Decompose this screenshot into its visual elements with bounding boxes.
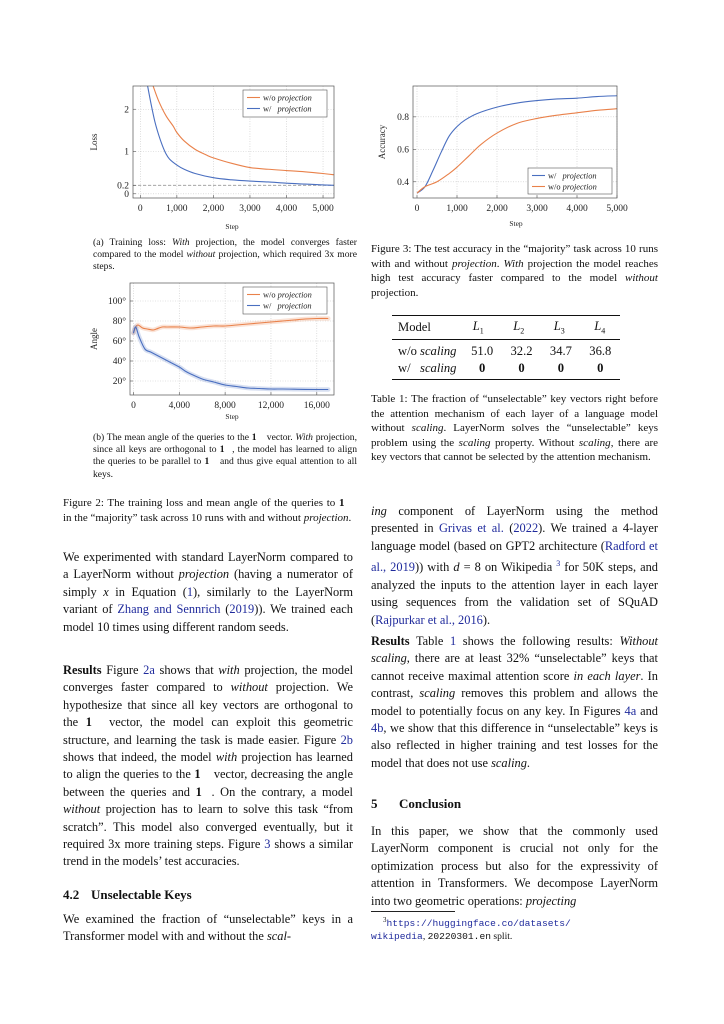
model-prefix: w/ bbox=[398, 361, 414, 375]
header-l: L bbox=[513, 319, 521, 334]
citation-year-link[interactable]: 2019 bbox=[229, 602, 255, 617]
row-model bbox=[392, 343, 462, 360]
table-cell: 32.2 bbox=[510, 344, 533, 358]
y-tick-label: 0 bbox=[124, 189, 129, 200]
figure-3-caption bbox=[371, 242, 658, 300]
caption-text: projection, which required 3x more steps. bbox=[93, 249, 357, 273]
body-text: . In contrast, bbox=[371, 668, 658, 701]
legend-label-emph: projection bbox=[562, 182, 597, 192]
legend bbox=[243, 287, 327, 314]
table-1-body bbox=[392, 343, 620, 377]
body-text: for 50K steps, and analyzed the inputs to the attention layer in each layer using sequences from the validation set of SQuAD ( bbox=[371, 560, 658, 627]
body-text: . On the contrary, a model bbox=[211, 784, 353, 799]
x-tick-label: 4,000 bbox=[275, 204, 298, 214]
legend-label-prefix: w/ bbox=[548, 171, 559, 181]
x-tick-label: 4,000 bbox=[168, 401, 190, 411]
legend-label-emph: projection bbox=[277, 301, 312, 311]
legend-label bbox=[548, 172, 597, 181]
body-emph: Without scaling bbox=[371, 634, 658, 666]
footnote-ref-link[interactable]: 3 bbox=[556, 559, 561, 569]
caption-text: (b) The mean angle of the queries to the bbox=[93, 432, 252, 443]
legend-label-prefix: w/o bbox=[548, 182, 563, 192]
body-text: projection has to learn to solve this task “from scratch”. This model also converged eventually, but it required 3x more training steps. Figure bbox=[63, 802, 353, 852]
row-model bbox=[392, 360, 462, 377]
body-text: removes this problem and allows the model to potentially focus on any key. In Figures bbox=[371, 686, 658, 718]
body-text: projection has learned to align the queries to the bbox=[63, 750, 353, 782]
caption-emph: projection bbox=[303, 511, 349, 524]
footnote-code: 20220301.en bbox=[427, 930, 491, 942]
header-sub: 1 bbox=[479, 326, 484, 336]
one-vector-symbol: 1⃗ bbox=[194, 767, 211, 782]
x-tick-label: 2,000 bbox=[486, 204, 508, 214]
table-cell-value: 0 bbox=[557, 361, 565, 375]
body-text: We experimented with standard LayerNorm compared to a LayerNorm without bbox=[63, 550, 353, 582]
header-layer-1 bbox=[458, 319, 499, 336]
legend bbox=[528, 168, 612, 194]
x-axis-label: Step bbox=[225, 412, 239, 421]
table-cell: 36.8 bbox=[589, 344, 612, 358]
caption-text: Figure 2: The training loss and mean angle of the queries to bbox=[63, 497, 339, 509]
body-text: ). We trained a 4-layer language model (based on GPT2 architecture ( bbox=[371, 521, 658, 553]
figure-ref-link-2a[interactable]: 2a bbox=[143, 663, 155, 677]
legend-label-prefix: w/ bbox=[263, 104, 274, 114]
body-emph: without bbox=[63, 802, 101, 817]
citation-link-zhang-sennrich[interactable]: Zhang and Sennrich bbox=[117, 602, 221, 617]
body-text: )) with bbox=[414, 560, 454, 575]
body-text: Table bbox=[409, 634, 450, 648]
footnote-url-link[interactable]: wikipedia bbox=[371, 930, 423, 942]
body-emph: scaling bbox=[419, 686, 456, 701]
series-group bbox=[133, 318, 328, 389]
caption-emph: With bbox=[172, 237, 190, 248]
header-l: L bbox=[472, 319, 480, 334]
body-text: component of LayerNorm using the method presented in bbox=[371, 504, 658, 536]
table-cell: 51.0 bbox=[471, 344, 494, 358]
table-cell bbox=[581, 360, 620, 377]
header-sub: 2 bbox=[520, 326, 525, 336]
caption-emph: projection bbox=[451, 257, 497, 270]
caption-text: in the “majority” task across 10 runs with and without bbox=[63, 511, 304, 524]
series-line-w_projection bbox=[133, 327, 328, 390]
body-text: ), similarly to the LayerNorm variant of bbox=[63, 584, 353, 617]
citation-link-radford[interactable]: Radford et al., 2019 bbox=[371, 538, 658, 575]
one-vector-symbol: 1⃗ bbox=[219, 444, 233, 456]
table-row bbox=[392, 343, 620, 360]
y-tick-label: 100° bbox=[107, 297, 126, 308]
figure-ref-link-4b[interactable]: 4b bbox=[371, 721, 384, 736]
one-vector-symbol: 1⃗ bbox=[195, 784, 212, 799]
left-paragraph-results bbox=[63, 662, 353, 871]
citation-link-rajpurkar[interactable]: Rajpurkar et al., 2016 bbox=[375, 612, 483, 627]
body-emph: with bbox=[215, 750, 238, 765]
model-scaling: scaling bbox=[420, 361, 457, 375]
table-1-header bbox=[392, 319, 620, 336]
results-label: Results bbox=[371, 634, 410, 648]
table-cell bbox=[462, 360, 501, 377]
table-1-caption bbox=[371, 392, 658, 465]
caption-text: vector. bbox=[264, 432, 296, 443]
citation-year-link[interactable]: 2022 bbox=[513, 521, 539, 536]
body-text: , we show that this difference in “unselectable” keys is also reflected in higher training and test losses for the model that does not use bbox=[371, 721, 658, 770]
legend-label-emph: projection bbox=[277, 290, 312, 300]
left-paragraph-setup bbox=[63, 549, 353, 636]
x-axis-label: Step bbox=[225, 222, 239, 231]
legend-label bbox=[548, 183, 597, 192]
legend-label-prefix: w/ bbox=[263, 301, 274, 311]
caption-text: projection, the model converges faster compared to the model bbox=[93, 237, 357, 261]
one-vector-symbol: 1⃗ bbox=[85, 715, 102, 730]
x-tick-label: 1,000 bbox=[446, 204, 468, 214]
table-1 bbox=[392, 315, 620, 380]
x-tick-label: 8,000 bbox=[214, 401, 236, 411]
section-number: 4.2 bbox=[63, 887, 80, 902]
right-paragraph-results bbox=[371, 633, 658, 772]
body-text: and bbox=[636, 703, 658, 718]
figure-ref-link-2b[interactable]: 2b bbox=[340, 732, 353, 747]
table-cell-value: 0 bbox=[478, 361, 486, 375]
body-text: vector, the model can exploit this geometric structure, and learning the task is made easier. Figure bbox=[63, 715, 353, 747]
y-tick-label: 20° bbox=[112, 377, 126, 388]
caption-text: projection, since all keys are orthogonal to bbox=[93, 432, 357, 456]
caption-emph: With bbox=[503, 257, 524, 270]
left-paragraph-unselectable bbox=[63, 911, 353, 946]
citation-link-grivas[interactable]: Grivas et al. bbox=[438, 521, 504, 536]
body-emph: scaling bbox=[491, 755, 527, 770]
caption-emph: scaling bbox=[458, 436, 491, 449]
y-tick-label: 0.8 bbox=[397, 113, 409, 124]
x-tick-label: 3,000 bbox=[526, 204, 548, 214]
body-emph: scal- bbox=[266, 929, 292, 944]
caption-text: , the model has learned to align the queries to be parallel to bbox=[93, 444, 357, 468]
caption-text: projection the model reaches high test accuracy faster compared to the model bbox=[371, 257, 658, 285]
legend-label-prefix: w/o bbox=[263, 290, 278, 300]
body-emph: projecting bbox=[525, 893, 577, 908]
body-text: projection. We hypothesize that since all key vectors are orthogonal to the bbox=[63, 680, 353, 730]
body-text: (having a numerator of simply bbox=[63, 567, 354, 599]
x-axis-label: Step bbox=[509, 219, 523, 228]
x-tick-label: 0 bbox=[131, 401, 136, 411]
table-cell-value: 0 bbox=[518, 361, 525, 375]
body-text: Figure bbox=[101, 663, 144, 677]
table-cell bbox=[541, 360, 580, 377]
y-axis-label: Accuracy bbox=[377, 124, 387, 160]
table-cell bbox=[502, 360, 541, 377]
footnote-text: split. bbox=[490, 930, 513, 942]
section-title: Conclusion bbox=[399, 796, 462, 811]
header-layer-2 bbox=[499, 319, 540, 336]
caption-text: . LayerNorm solves the “unselectable” keys problem using the bbox=[371, 422, 658, 449]
body-text: )). We trained each model 10 times using different random seeds. bbox=[63, 602, 353, 634]
body-text: projection, the model converges faster compared to bbox=[63, 663, 354, 695]
figure-ref-link-4a[interactable]: 4a bbox=[624, 703, 637, 718]
figure-ref-link-3[interactable]: 3 bbox=[264, 837, 271, 852]
footnote-rule bbox=[371, 911, 455, 912]
y-tick-label: 40° bbox=[112, 357, 126, 368]
section-number: 5 bbox=[371, 796, 378, 811]
header-l: L bbox=[594, 319, 602, 334]
model-scaling: scaling bbox=[420, 344, 457, 358]
footnote-3 bbox=[371, 914, 658, 943]
y-tick-label: 60° bbox=[112, 337, 126, 348]
footnote-mark: 3 bbox=[383, 916, 387, 924]
math-x: x bbox=[103, 584, 109, 599]
caption-emph: scaling bbox=[578, 436, 611, 449]
caption-emph: scaling bbox=[411, 422, 444, 435]
figure-2b-caption bbox=[93, 432, 357, 481]
legend-label bbox=[263, 291, 312, 300]
caption-text: property. Without bbox=[490, 436, 579, 449]
section-4-2-heading bbox=[63, 886, 353, 903]
table-cell: 34.7 bbox=[549, 344, 572, 358]
y-axis-label: Loss bbox=[89, 133, 99, 151]
legend-label bbox=[263, 302, 312, 311]
right-paragraph-method bbox=[371, 503, 658, 629]
math-d: d bbox=[453, 560, 460, 575]
body-text: shows the following results: bbox=[456, 634, 620, 648]
x-tick-label: 3,000 bbox=[239, 204, 261, 214]
caption-text: and thus give equal attention to all keys. bbox=[93, 456, 358, 480]
one-vector-symbol: 1⃗ bbox=[251, 432, 265, 443]
footnote-text: , bbox=[422, 930, 428, 942]
y-tick-label: 0.6 bbox=[397, 145, 409, 156]
caption-text: . bbox=[496, 257, 504, 270]
x-tick-label: 12,000 bbox=[257, 401, 285, 411]
body-text: . bbox=[526, 755, 531, 770]
one-vector-symbol: 1⃗ bbox=[204, 456, 217, 468]
figure-2-caption bbox=[63, 496, 353, 525]
header-sub: 3 bbox=[560, 326, 565, 336]
caption-emph: without bbox=[624, 272, 658, 285]
table-cell-value: 0 bbox=[597, 361, 604, 375]
x-tick-label: 5,000 bbox=[312, 204, 334, 214]
figure-3-accuracy-chart bbox=[0, 0, 724, 240]
body-emph: in each layer bbox=[573, 668, 641, 683]
y-tick-label: 0.4 bbox=[397, 177, 409, 188]
y-tick-label: 2 bbox=[124, 105, 129, 116]
header-model: Model bbox=[398, 320, 431, 334]
body-text: shows that bbox=[154, 663, 219, 677]
legend-label-emph: projection bbox=[277, 93, 312, 103]
body-text: in Equation ( bbox=[108, 584, 187, 599]
caption-text: (a) Training loss: bbox=[93, 237, 172, 248]
body-text: ( bbox=[503, 521, 514, 536]
y-tick-label: 0.2 bbox=[117, 181, 129, 192]
section-title: Unselectable Keys bbox=[91, 887, 192, 902]
caption-text: . bbox=[348, 511, 352, 524]
one-vector-symbol: 1⃗ bbox=[338, 497, 353, 509]
body-emph: with bbox=[218, 663, 240, 677]
results-label: Results bbox=[63, 663, 102, 677]
body-text: shows a similar trend in the models’ test accuracies. bbox=[63, 837, 353, 869]
x-tick-label: 0 bbox=[414, 204, 420, 214]
body-text: , there are at least 32% “unselectable” keys that cannot receive maximal attention score bbox=[371, 651, 658, 683]
footnote-url-link[interactable]: https://huggingface.co/datasets/ bbox=[386, 918, 571, 930]
caption-emph: without bbox=[186, 249, 216, 261]
body-text: vector, decreasing the angle between the queries and bbox=[63, 767, 353, 799]
caption-text: Figure 3: The test accuracy in the “majority” task across 10 runs with and without bbox=[371, 243, 658, 270]
body-text: We examined the fraction of “unselectable” keys in a Transformer model with and without the bbox=[63, 912, 353, 944]
body-text: shows that indeed, the model bbox=[63, 750, 216, 765]
header-layer-4 bbox=[580, 319, 621, 336]
legend-label-emph: projection bbox=[277, 104, 312, 114]
model-prefix: w/o bbox=[398, 344, 421, 358]
body-text: In this paper, we show that the commonly used LayerNorm component is crucial not only for the optimization process but also for the expressivity of attention in Transformers. We decompose LayerNorm into two geometric operations: bbox=[371, 824, 658, 908]
caption-text: , there are key vectors that cannot be selected by the attention mechanism. bbox=[371, 436, 659, 464]
body-emph: projection bbox=[178, 567, 230, 582]
legend-label-prefix: w/o bbox=[263, 93, 278, 103]
body-emph: ing bbox=[371, 504, 387, 518]
y-axis-label: Angle bbox=[89, 328, 99, 350]
table-ref-link-1[interactable]: 1 bbox=[449, 634, 457, 648]
table-row bbox=[392, 360, 620, 377]
body-emph: without bbox=[230, 680, 268, 695]
x-tick-label: 1,000 bbox=[166, 204, 188, 214]
body-text: ). bbox=[482, 612, 491, 627]
equation-ref-link[interactable]: 1 bbox=[186, 584, 194, 599]
x-tick-label: 5,000 bbox=[606, 204, 628, 214]
legend-label-emph: projection bbox=[562, 171, 597, 181]
x-tick-label: 16,000 bbox=[303, 401, 330, 411]
x-tick-label: 0 bbox=[137, 204, 143, 214]
body-text: = 8 on Wikipedia bbox=[459, 560, 557, 575]
header-layer-3 bbox=[539, 319, 580, 336]
y-tick-label: 80° bbox=[112, 317, 126, 328]
right-paragraph-conclusion bbox=[371, 823, 658, 910]
y-tick-label: 1 bbox=[124, 147, 129, 158]
caption-emph: With bbox=[295, 432, 313, 443]
caption-text: Table 1: The fraction of “unselectable” key vectors right before the attention mechanism of each layer of a language model without bbox=[371, 393, 658, 435]
header-l: L bbox=[553, 319, 561, 334]
section-5-heading bbox=[371, 795, 658, 812]
x-tick-label: 4,000 bbox=[566, 204, 588, 214]
header-sub: 4 bbox=[601, 326, 606, 336]
caption-text: projection. bbox=[371, 286, 419, 299]
x-tick-label: 2,000 bbox=[202, 204, 225, 214]
body-text: ( bbox=[220, 602, 230, 617]
